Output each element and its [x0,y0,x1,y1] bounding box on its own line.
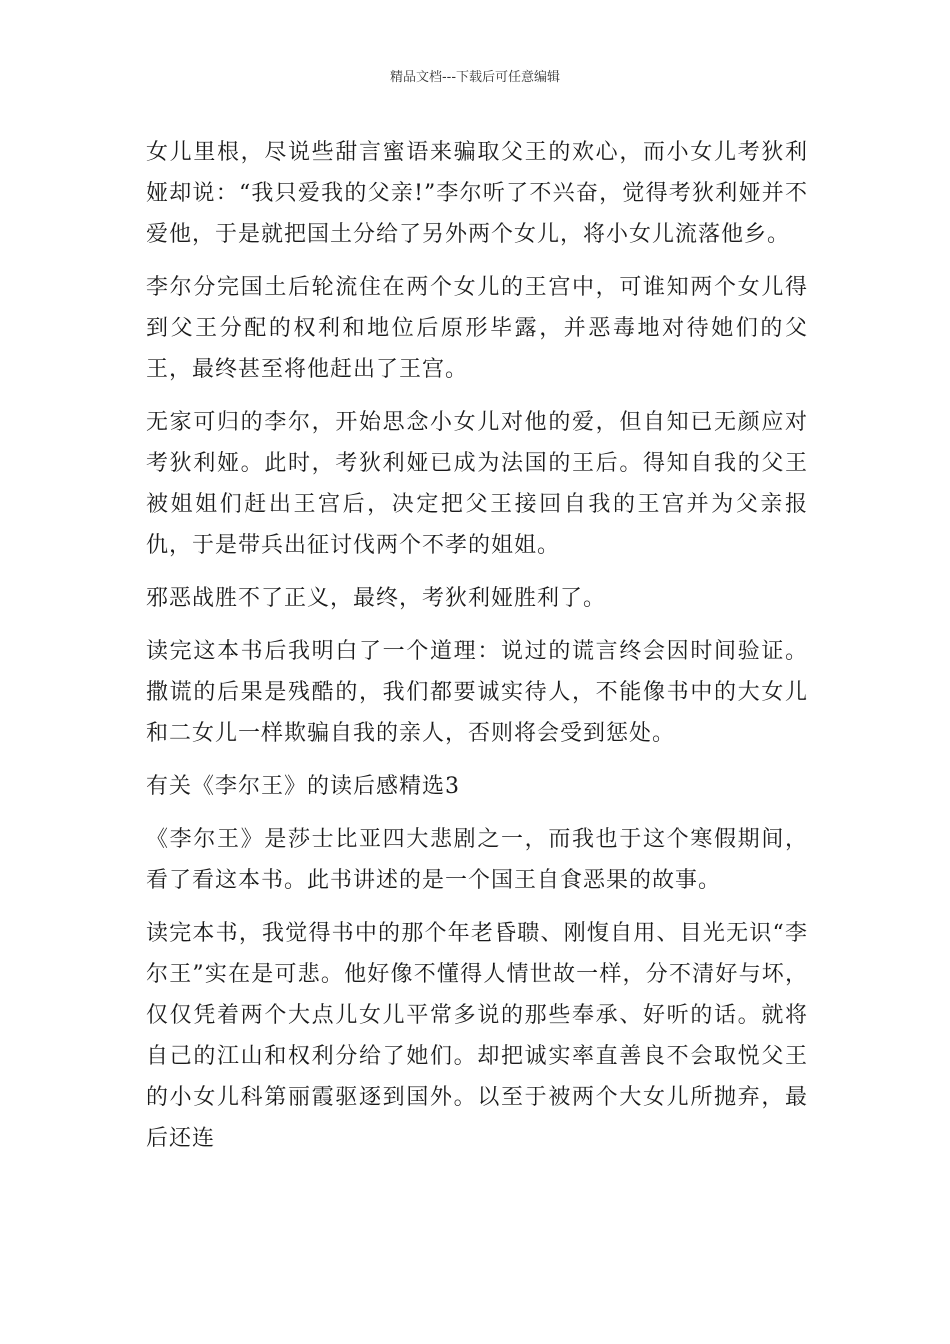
page-header: 精品文档---下载后可任意编辑 [389,70,561,85]
paragraph-4: 邪恶战胜不了正义，最终，考狄利娅胜利了。 [146,586,607,611]
paragraph-7: 读完本书，我觉得书中的那个年老昏聩、刚愎自用、目光无识“李尔王”实在是可悲。他好像不懂得人情世故一样，分不清好与坏，仅仅凭着两个大点儿女儿平常多说的那些奉承、好听的话。就将自己的江山和权利分给了她们。却把诚实率直善良不会取悦父王的小女儿科第丽霞驱逐到国外。以至于被两个大女儿所抛弃，最后还连 [146,921,808,1151]
paragraph-3: 无家可归的李尔，开始思念小女儿对他的爱，但自知已无颜应对考狄利娅。此时，考狄利娅已成为法国的王后。得知自我的父王被姐姐们赶出王宫后，决定把父王接回自我的王宫并为父亲报仇，于是带兵出征讨伐两个不孝的姐姐。 [146,410,808,558]
paragraph-6: 《李尔王》是莎士比亚四大悲剧之一，而我也于这个寒假期间，看了看这本书。此书讲述的是一个国王自食恶果的故事。 [146,827,808,893]
paragraph-2: 李尔分完国土后轮流住在两个女儿的王宫中，可谁知两个女儿得到父王分配的权利和地位后原形毕露，并恶毒地对待她们的父王，最终甚至将他赶出了王宫。 [146,275,808,382]
section-heading: 有关《李尔王》的读后感精选3 [146,774,460,799]
paragraph-1: 女儿里根，尽说些甜言蜜语来骗取父王的欢心，而小女儿考狄利娅却说：“我只爱我的父亲!”李尔听了不兴奋，觉得考狄利娅并不爱他，于是就把国土分给了另外两个女儿，将小女儿流落他乡。 [146,140,808,247]
document-body [146,132,808,1171]
paragraph-5: 读完这本书后我明白了一个道理：说过的谎言终会因时间验证。撒谎的后果是残酷的，我们都要诚实待人，不能像书中的大女儿和二女儿一样欺骗自我的亲人，否则将会受到惩处。 [146,639,808,746]
